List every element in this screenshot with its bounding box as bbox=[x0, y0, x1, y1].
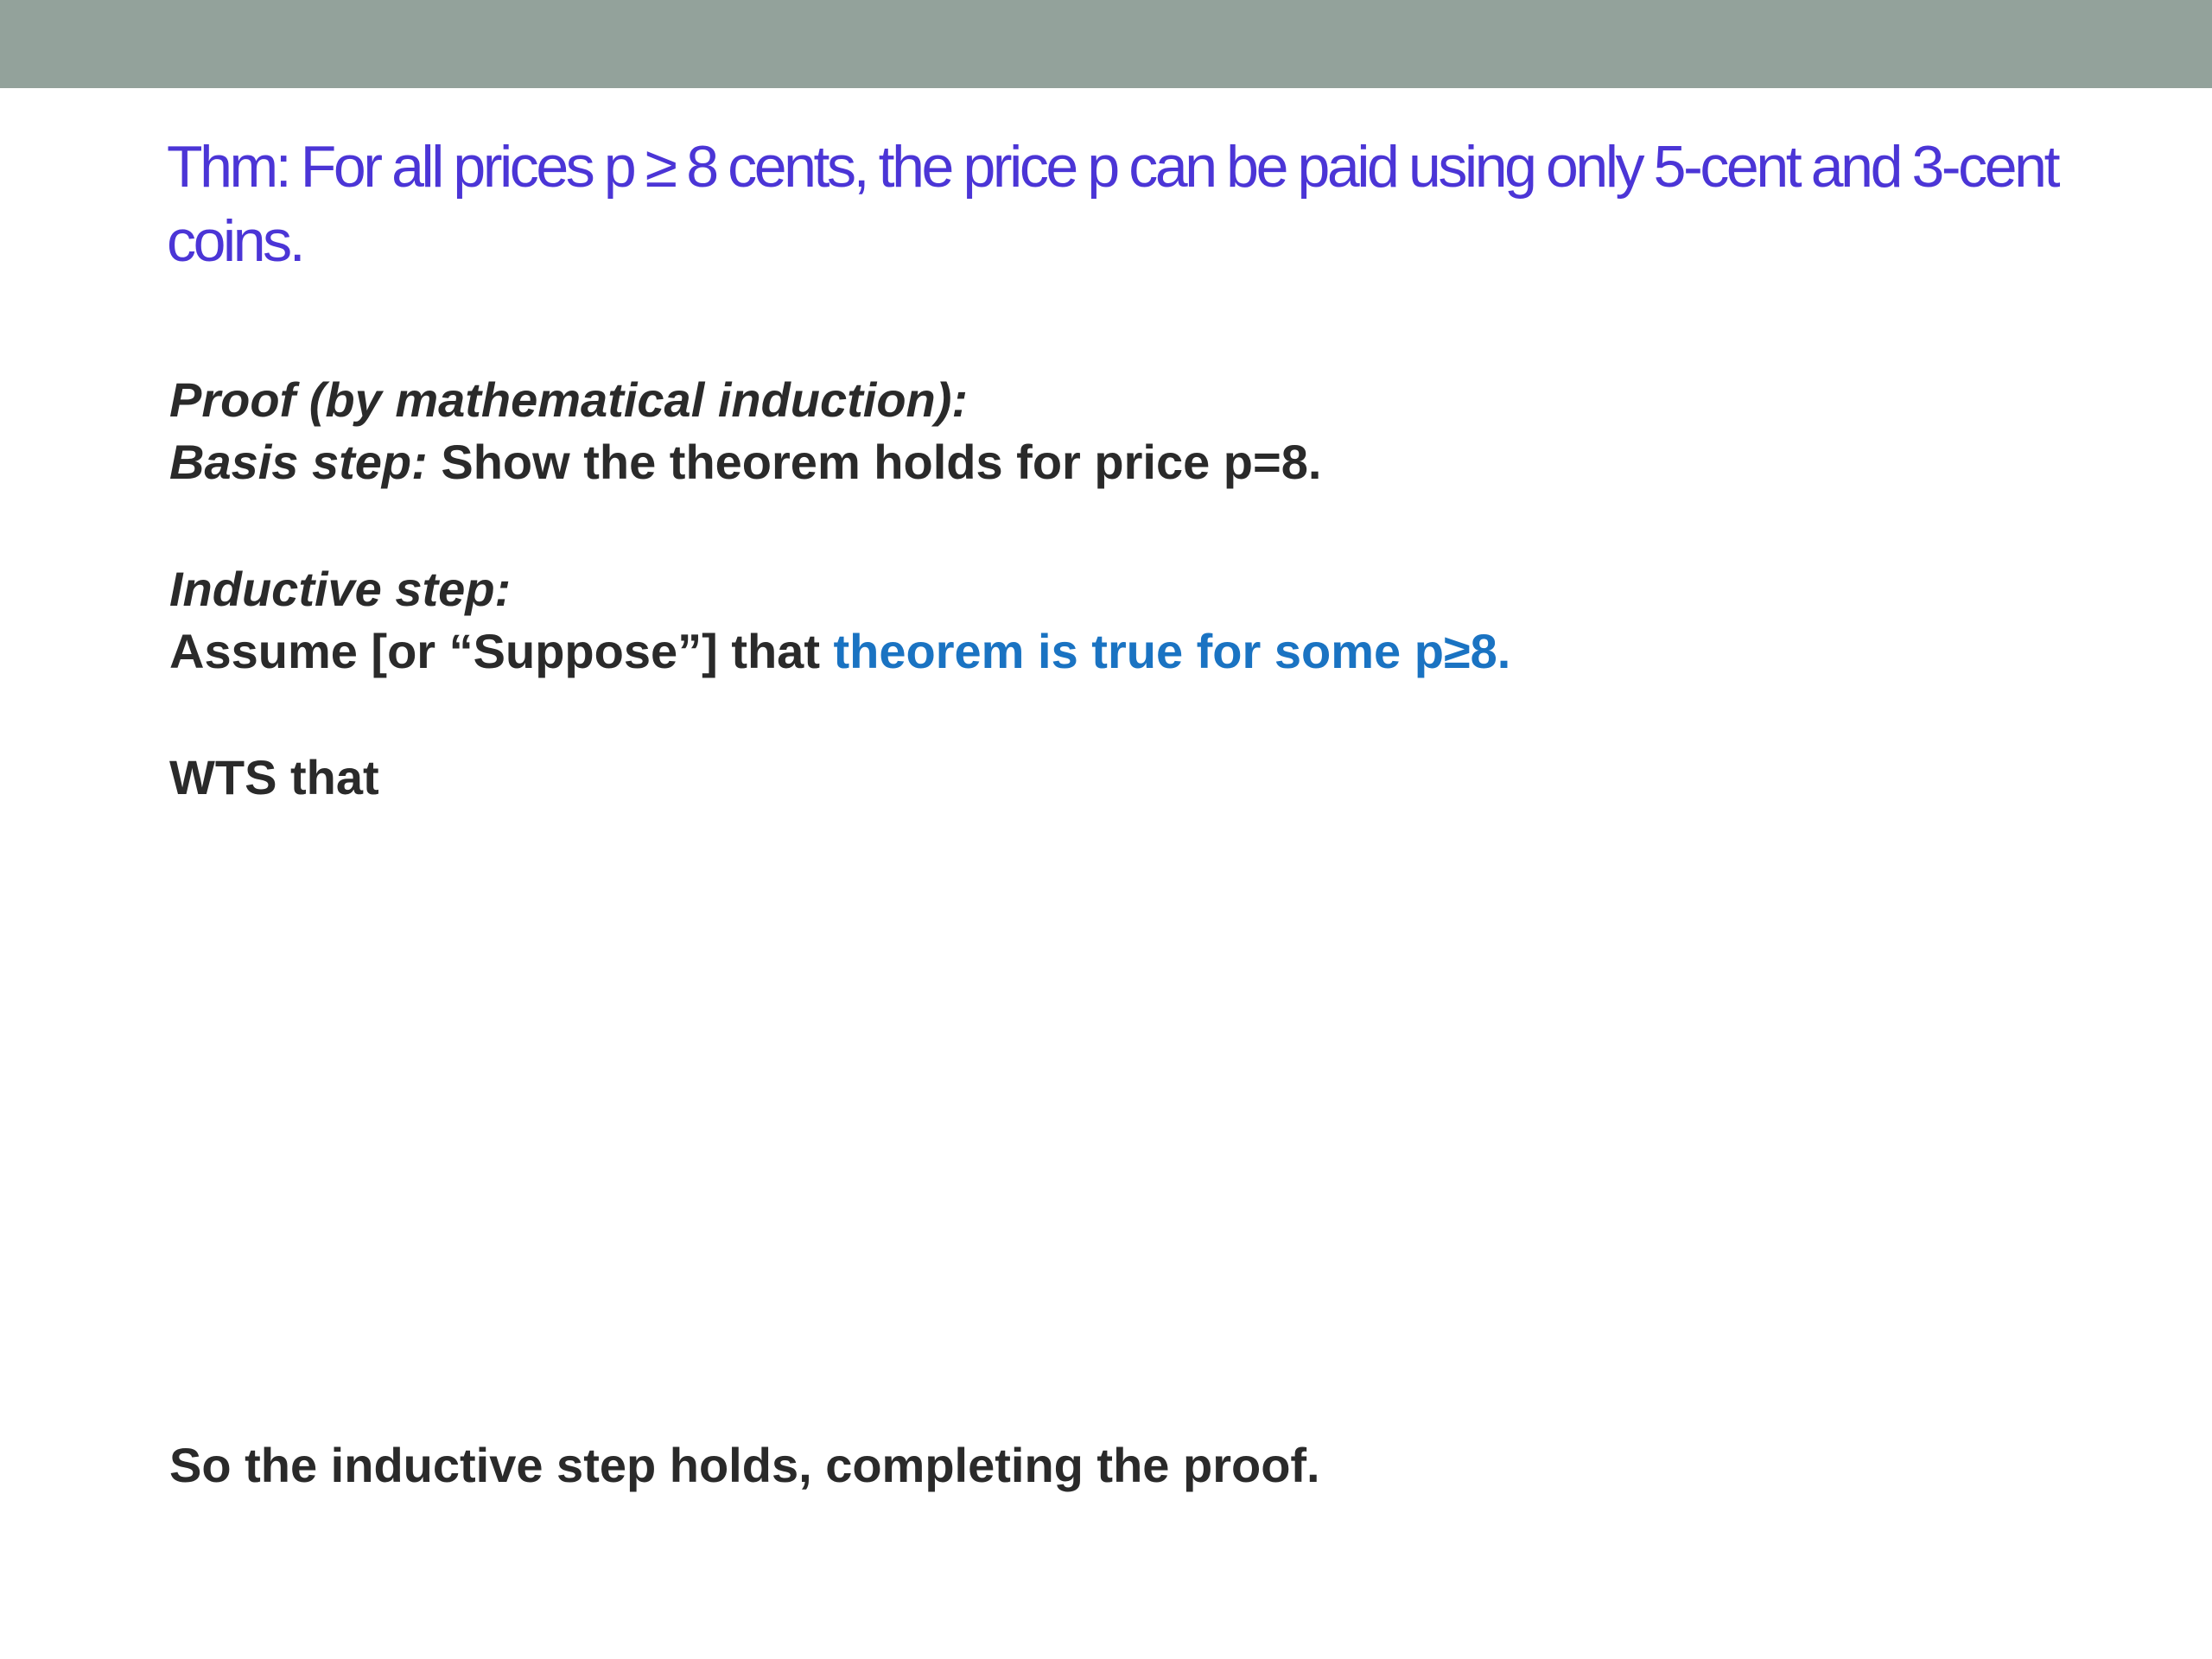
proof-heading: Proof (by mathematical induction): bbox=[169, 372, 969, 427]
slide-header-bar bbox=[0, 0, 2212, 88]
inductive-step-heading: Inductive step: bbox=[169, 562, 512, 616]
inductive-assumption-line bbox=[169, 620, 1510, 683]
basis-step-line bbox=[169, 431, 1321, 493]
conclusion-line: So the inductive step holds, completing the proof. bbox=[169, 1438, 1320, 1492]
assumption-prefix: Assume [or “Suppose”] that bbox=[169, 624, 834, 678]
inductive-hypothesis: theorem is true for some p≥8. bbox=[833, 624, 1511, 678]
basis-step-text: Show the theorem holds for price p=8. bbox=[427, 435, 1322, 489]
theorem-statement: Thm: For all prices p ≥ 8 cents, the price p can be paid using only 5-cent and 3-cent coins. bbox=[167, 134, 2058, 274]
basis-step-label: Basis step: bbox=[169, 435, 428, 489]
wts-line: WTS that bbox=[169, 750, 379, 804]
inductive-block bbox=[169, 558, 1510, 683]
proof-block bbox=[169, 369, 1321, 493]
